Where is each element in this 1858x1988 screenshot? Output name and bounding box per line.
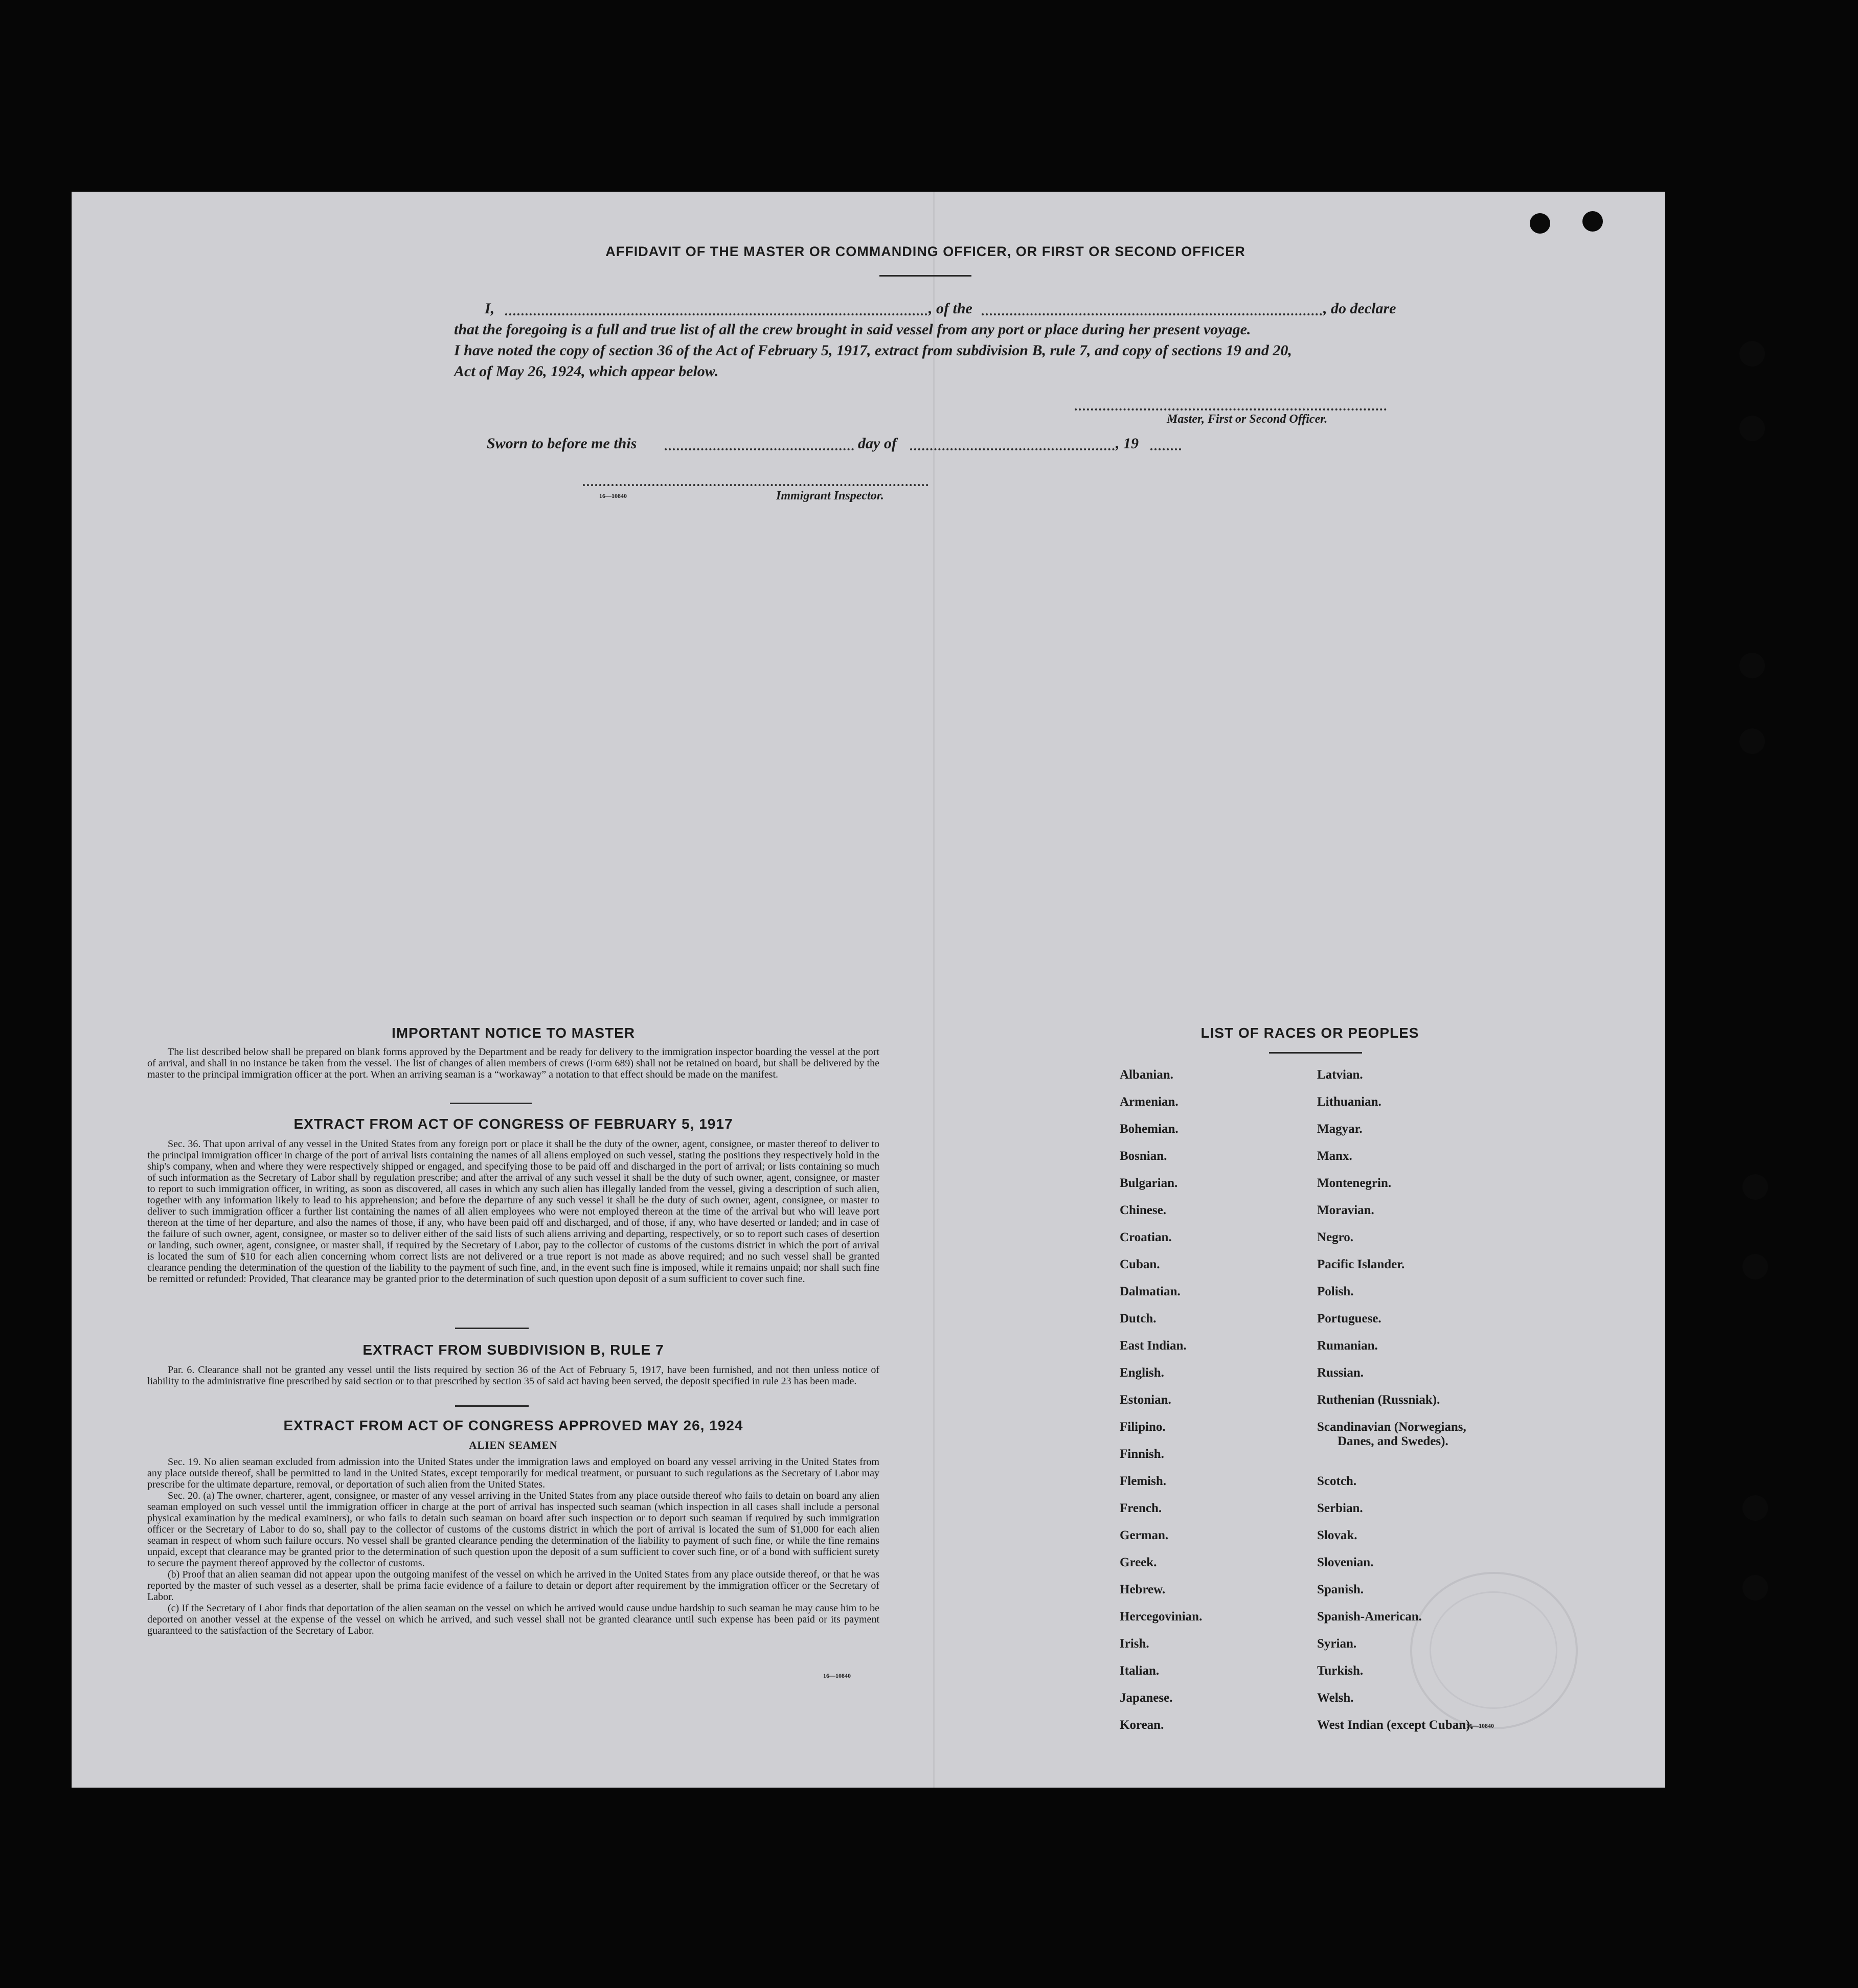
affidavit-of-the: , of the (928, 300, 972, 317)
race-item: Welsh. (1317, 1691, 1354, 1705)
day-blank (665, 448, 854, 450)
race-item: Croatian. (1120, 1230, 1172, 1244)
form-number: 16—10840 (823, 1672, 851, 1679)
race-item: Estonian. (1120, 1393, 1171, 1407)
affidavit-line-4: Act of May 26, 1924, which appear below. (454, 363, 719, 380)
race-item: Turkish. (1317, 1664, 1364, 1678)
race-item: Korean. (1120, 1718, 1164, 1732)
race-item: Italian. (1120, 1664, 1160, 1678)
sworn-text: Sworn to before me this (487, 435, 637, 452)
race-item: Finnish. (1120, 1447, 1164, 1461)
races-title: LIST OF RACES OR PEOPLES (1200, 1025, 1419, 1041)
race-item: Latvian. (1317, 1068, 1363, 1082)
race-item: Bohemian. (1120, 1122, 1179, 1136)
race-item: Scandinavian (Norwegians, (1317, 1420, 1466, 1434)
extract-1924-title: EXTRACT FROM ACT OF CONGRESS APPROVED MAY 26, 1924 (283, 1418, 743, 1433)
race-item: Portuguese. (1317, 1312, 1381, 1326)
alien-seamen-subtitle: ALIEN SEAMEN (469, 1439, 558, 1451)
race-item: Lithuanian. (1317, 1095, 1381, 1109)
subdivision-title: EXTRACT FROM SUBDIVISION B, RULE 7 (362, 1342, 664, 1358)
form-number: 16—10840 (1466, 1722, 1494, 1729)
race-item: Negro. (1317, 1230, 1354, 1244)
race-item: Montenegrin. (1317, 1176, 1392, 1190)
form-number: 16—10840 (599, 492, 627, 499)
race-item-continuation: Danes, and Swedes). (1338, 1434, 1448, 1448)
master-signature-line (1075, 408, 1387, 410)
race-item: Greek. (1120, 1556, 1157, 1569)
race-item: Syrian. (1317, 1637, 1357, 1651)
sec-20c-text: (c) If the Secretary of Labor finds that deportation of the alien seaman on the vessel on which he arrived would cause undue hardship to such seaman he may cause him to be deported on another vessel at the expense of the vessel on which he arrived, and such vessel shall not be granted clearance until such expense has been paid or its payment guaranteed to the satisfaction of the Secretary of Labor. (147, 1603, 879, 1636)
race-item: Hercegovinian. (1120, 1610, 1203, 1624)
race-item: Serbian. (1317, 1501, 1363, 1515)
race-item: Japanese. (1120, 1691, 1173, 1705)
notice-body: The list described below shall be prepared on blank forms approved by the Department and be ready for delivery to the immigration inspector boarding the vessel at the port of arrival, and shall in no instance be taken from the vessel. The list of changes of alien members of crews (Form 689) shall not be retained on board, but shall be delivered by the master to the principal immigration officer at the port. When an arriving seaman is a “workaway” a notation to that effect should be made on the manifest. (147, 1046, 879, 1080)
sec-20b-text: (b) Proof that an alien seaman did not appear upon the outgoing manifest of the vessel on which he arrived in the United States from any place outside thereof, or that he was reported by the master of such vessel as a deserter, shall be prima facie evidence of a failure to detain or deport after requirement by the immigration officer or the Secretary of Labor. (147, 1569, 879, 1603)
subdivision-body: Par. 6. Clearance shall not be granted any vessel until the lists required by section 36 of the Act of February 5, 1917, have been furnished, and not then unless notice of liability to the administrative fine prescribed by said section or to that prescribed by section 35 of said act having been served, the deposit specified in rule 23 has been made. (147, 1364, 879, 1387)
month-blank (910, 448, 1115, 450)
extract-1917-title: EXTRACT FROM ACT OF CONGRESS OF FEBRUARY 5, 1917 (293, 1116, 733, 1132)
punch-hole (1742, 1254, 1768, 1279)
punch-hole (1739, 653, 1765, 678)
affidavit-i: I, (485, 300, 495, 317)
race-item: East Indian. (1120, 1339, 1187, 1353)
race-item: Armenian. (1120, 1095, 1179, 1109)
affidavit-line-3: I have noted the copy of section 36 of the Act of February 5, 1917, extract from subdivision B, rule 7, and copy of sections 19 and 20, (454, 342, 1292, 359)
race-item: Rumanian. (1317, 1339, 1378, 1353)
race-item: West Indian (except Cuban). (1317, 1718, 1474, 1732)
race-item: Ruthenian (Russniak). (1317, 1393, 1440, 1407)
race-item: Polish. (1317, 1285, 1354, 1298)
race-item: Spanish. (1317, 1583, 1364, 1596)
divider (879, 275, 971, 277)
inspector-signature-line (583, 484, 928, 486)
sec-19-text: Sec. 19. No alien seaman excluded from admission into the United States under the immigration laws and employed on board any vessel arriving in the United States from any place outside thereof, shall be permitted to land in the United States, except temporarily for medical treatment, or pursuant to such regulations as the Secretary of Labor may prescribe for the ultimate departure, removal, or deportation of such alien from the United States. (147, 1456, 879, 1490)
race-item: Dutch. (1120, 1312, 1157, 1326)
race-item: Magyar. (1317, 1122, 1363, 1136)
divider (455, 1328, 529, 1329)
subdivision-block (147, 1364, 879, 1387)
race-item: Slovenian. (1317, 1556, 1374, 1569)
race-item: Filipino. (1120, 1420, 1166, 1434)
race-item: Spanish-American. (1317, 1610, 1422, 1624)
race-item: Bulgarian. (1120, 1176, 1178, 1190)
race-item: Slovak. (1317, 1528, 1357, 1542)
inspector-signature-label: Immigrant Inspector. (776, 489, 884, 502)
race-item: Russian. (1317, 1366, 1364, 1380)
punch-hole (1582, 211, 1603, 232)
race-item: Albanian. (1120, 1068, 1173, 1082)
form-page (72, 192, 1665, 1788)
race-item: Dalmatian. (1120, 1285, 1181, 1298)
sec-20a-text: Sec. 20. (a) The owner, charterer, agent, consignee, or master of any vessel arriving in the United States from any place outside thereof who fails to detain on board any alien seaman employed on such vessel until the immigration officer in charge at the port of arrival has inspected such seaman (which inspection in all cases shall include a personal physical examination by the medical examiners), or who fails to detain such seaman on board after such inspection or to deport such seaman if required by such immigration officer or the Secretary of Labor to do so, shall pay to the collector of customs of the customs district in which the port of arrival is located the sum of $1,000 for each alien seaman in respect of whom such failure occurs. No vessel shall be granted clearance pending the determination of the liability to payment of such fine, or while the fine remains unpaid, except that clearance may be granted prior to the determination of such question upon the deposit of a sum sufficient to cover such fine, or of a bond with sufficient surety to secure the payment thereof approved by the collector of customs. (147, 1490, 879, 1569)
affidavit-line-2: that the foregoing is a full and true list of all the crew brought in said vessel from any port or place during her present voyage. (454, 321, 1251, 338)
name-blank (505, 313, 927, 315)
extract-1917-body: Sec. 36. That upon arrival of any vessel in the United States from any foreign port or place it shall be the duty of the owner, agent, consignee, or master thereof to deliver to the principal immigration officer in charge of the port of arrival lists containing the names of all aliens employed on such vessel, stating the positions they respectively hold in the ship's company, when and where they were respectively shipped or engaged, and specifying those to be paid off and discharged in the port of arrival; or lists containing so much of such information as the Secretary of Labor shall by regulation prescribe; and after the arrival of any such vessel it shall be the duty of such owner, agent, consignee, or master to report to such immigration officer, in writing, as soon as discovered, all cases in which any such alien has illegally landed from the vessel, giving a description of such alien, together with any information likely to lead to his apprehension; and before the departure of any such vessel it shall be the duty of such owner, agent, consignee, or master to deliver to such immigration officer a further list containing the names of all alien employees who were not employed thereon at the time of the arrival but who will leave port thereon at the time of her departure, and also the names of those, if any, who have been paid off and discharged, and of those, if any, who have deserted or landed; and in case of the failure of such owner, agent, consignee, or master so to deliver either of the said lists of such aliens arriving and departing, respectively, or so to report such cases of desertion or landing, such owner, agent, consignee, or master shall, if required by the Secretary of Labor, pay to the collector of customs of the customs district in which the port of arrival is located the sum of $10 for each alien concerning whom correct lists are not delivered or a true report is not made as above required; and no such vessel shall be granted clearance pending the determination of the question of the liability to the payment of such fine, and, in the event such fine is imposed, while it remains unpaid; nor shall such fine be remitted or refunded: Provided, That clearance may be granted prior to the determination of such question upon deposit of a sum sufficient to cover such fine. (147, 1138, 879, 1285)
notice-body-block (147, 1046, 879, 1080)
official-seal-stamp (1410, 1572, 1578, 1729)
race-item: Hebrew. (1120, 1583, 1166, 1596)
race-item: Bosnian. (1120, 1149, 1167, 1163)
race-item: English. (1120, 1366, 1164, 1380)
affidavit-title: AFFIDAVIT OF THE MASTER OR COMMANDING OFFICER, OR FIRST OR SECOND OFFICER (605, 244, 1245, 259)
punch-hole (1742, 1495, 1768, 1521)
year-text: , 19 (1116, 435, 1139, 452)
punch-hole (1739, 341, 1765, 367)
race-item: Chinese. (1120, 1203, 1166, 1217)
extract-1924-block (147, 1456, 879, 1636)
race-item: German. (1120, 1528, 1169, 1542)
punch-hole (1742, 1575, 1768, 1601)
race-item: French. (1120, 1501, 1162, 1515)
punch-hole (1739, 416, 1765, 441)
affidavit-do-declare: , do declare (1323, 300, 1396, 317)
punch-hole (1739, 728, 1765, 754)
extract-1917-block (147, 1138, 879, 1285)
fold-line (933, 192, 935, 1788)
race-item: Scotch. (1317, 1474, 1357, 1488)
vessel-blank (982, 313, 1322, 315)
divider (450, 1103, 532, 1104)
notice-title: IMPORTANT NOTICE TO MASTER (391, 1025, 636, 1041)
race-item: Cuban. (1120, 1258, 1160, 1271)
race-item: Pacific Islander. (1317, 1258, 1405, 1271)
divider (455, 1405, 529, 1407)
race-item: Irish. (1120, 1637, 1149, 1651)
race-item: Moravian. (1317, 1203, 1374, 1217)
punch-hole (1530, 213, 1550, 234)
divider (1269, 1052, 1362, 1054)
race-item: Flemish. (1120, 1474, 1166, 1488)
day-of-text: day of (858, 435, 897, 452)
year-blank (1150, 448, 1181, 450)
master-signature-label: Master, First or Second Officer. (1167, 413, 1328, 426)
punch-hole (1742, 1174, 1768, 1200)
race-item: Manx. (1317, 1149, 1352, 1163)
